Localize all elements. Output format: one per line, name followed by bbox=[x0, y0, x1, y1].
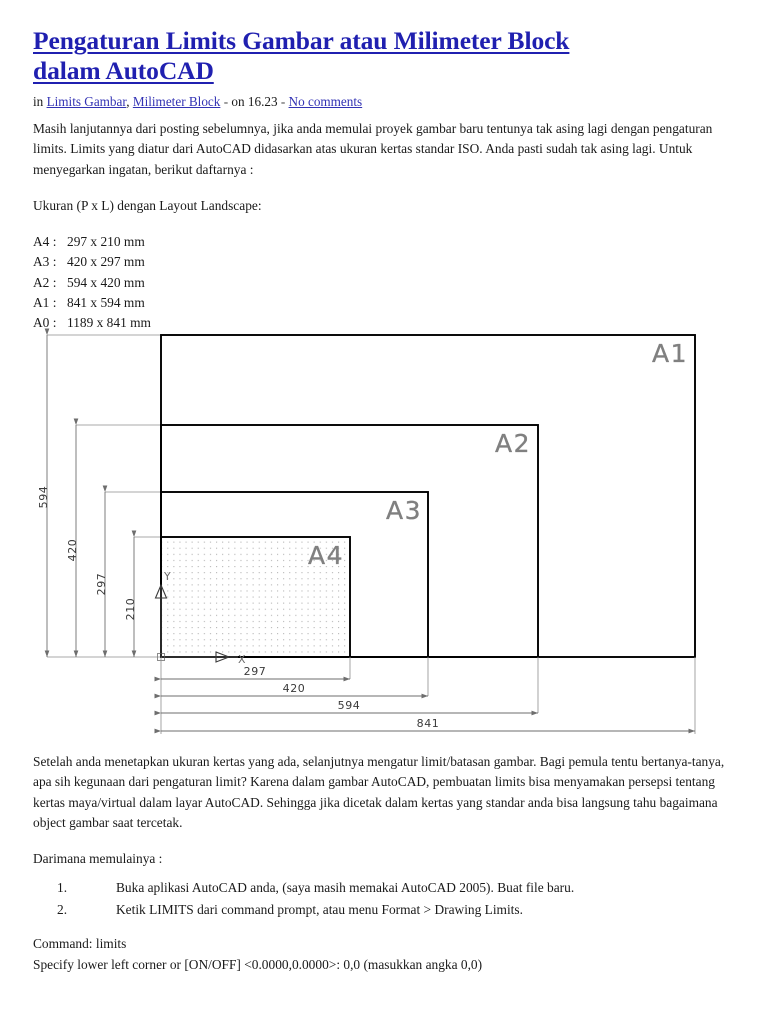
size-value: 1189 x 841 mm bbox=[67, 315, 151, 331]
page-title bbox=[33, 26, 733, 86]
step-number: 1. bbox=[57, 880, 68, 896]
list-item bbox=[33, 899, 733, 921]
sizes-heading: Ukuran (P x L) dengan Layout Landscape: bbox=[33, 197, 262, 213]
size-value: 841 x 594 mm bbox=[67, 295, 145, 311]
byline-separator-2: - bbox=[280, 94, 286, 109]
vertical-dim-label-210: 210 bbox=[124, 597, 137, 621]
vertical-dim-label-297: 297 bbox=[95, 572, 108, 596]
paper-label-a3: A3 bbox=[385, 496, 422, 525]
byline-time-prefix: on bbox=[231, 94, 245, 109]
paper-label-a1: A1 bbox=[651, 339, 688, 368]
horizontal-dim-label-297: 297 bbox=[243, 665, 267, 678]
byline bbox=[33, 94, 733, 110]
horizontal-dim-label-420: 420 bbox=[282, 682, 306, 695]
ucs-y-label: Y bbox=[164, 570, 171, 583]
byline-category-2[interactable]: Milimeter Block bbox=[132, 94, 221, 109]
size-label: A3 : bbox=[33, 254, 57, 270]
step-number: 2. bbox=[57, 901, 68, 917]
step-text: Ketik LIMITS dari command prompt, atau menu Format > Drawing Limits. bbox=[116, 901, 523, 917]
paragraph-limits-explanation: Setelah anda menetapkan ukuran kertas yang ada, selanjutnya mengatur limit/batasan gambar. Bagi pemula tentu bertanya-tanya, apa sih kegunaan dari pengaturan limit? Karena dalam gambar AutoCAD, pembuatan limits bisa menyamakan persepsi tentang kertas maya/virtual dalam layar AutoCAD. Sehingga jika dicetak dalam kertas yang standar anda bisa langsung tahu bagaimana object gambar saat tercetak. bbox=[33, 754, 725, 830]
list-item bbox=[33, 877, 733, 899]
paper-size-list bbox=[33, 232, 733, 333]
ucs-x-label: X bbox=[238, 653, 246, 666]
list-item bbox=[33, 232, 733, 252]
step-text: Buka aplikasi AutoCAD anda, (saya masih memakai AutoCAD 2005). Buat file baru. bbox=[116, 880, 575, 896]
byline-separator-1: - bbox=[223, 94, 229, 109]
list-item bbox=[33, 252, 733, 272]
byline-time: 16.23 bbox=[247, 94, 278, 109]
start-heading: Darimana memulainya : bbox=[33, 851, 163, 867]
command-prompt-block bbox=[33, 934, 733, 975]
size-label: A1 : bbox=[33, 295, 57, 311]
paper-label-a4: A4 bbox=[307, 541, 344, 570]
command-line-2: Specify lower left corner or [ON/OFF] <0.0000,0.0000>: 0,0 (masukkan angka 0,0) bbox=[33, 956, 483, 972]
list-item bbox=[33, 293, 733, 313]
byline-prefix: in bbox=[33, 94, 44, 109]
paragraph-intro: Masih lanjutannya dari posting sebelumnya, jika anda memulai proyek gambar baru tentunya tak asing lagi dengan pengaturan limits. Limits yang diatur dari AutoCAD didasarkan atas ukuran kertas standar ISO. Anda pasti sudah tak asing lagi. Untuk menyegarkan ingatan, berikut daftarnya : bbox=[33, 121, 713, 177]
steps-list bbox=[33, 877, 733, 920]
vertical-dim-label-420: 420 bbox=[66, 538, 79, 562]
article-content bbox=[33, 26, 733, 334]
byline-comma: , bbox=[126, 94, 130, 109]
size-label: A2 : bbox=[33, 274, 57, 290]
page-title-line-1[interactable]: Pengaturan Limits Gambar atau Milimeter Block bbox=[33, 26, 570, 55]
vertical-dimension-lines bbox=[47, 335, 134, 657]
command-line-1: Command: limits bbox=[33, 936, 127, 952]
page-title-line-2[interactable]: dalam AutoCAD bbox=[33, 56, 214, 85]
list-item bbox=[33, 273, 733, 293]
byline-comments-link[interactable]: No comments bbox=[288, 94, 363, 109]
paper-size-diagram bbox=[33, 322, 733, 742]
size-value: 420 x 297 mm bbox=[67, 254, 145, 270]
size-value: 594 x 420 mm bbox=[67, 274, 145, 290]
byline-category-1[interactable]: Limits Gambar bbox=[46, 94, 127, 109]
vertical-dim-label-594: 594 bbox=[37, 485, 50, 509]
horizontal-dim-label-841: 841 bbox=[416, 717, 440, 730]
horizontal-dim-label-594: 594 bbox=[337, 699, 361, 712]
size-label: A0 : bbox=[33, 315, 57, 331]
paper-label-a2: A2 bbox=[494, 429, 531, 458]
size-label: A4 : bbox=[33, 234, 57, 250]
article-content-lower bbox=[33, 752, 733, 975]
size-value: 297 x 210 mm bbox=[67, 234, 145, 250]
